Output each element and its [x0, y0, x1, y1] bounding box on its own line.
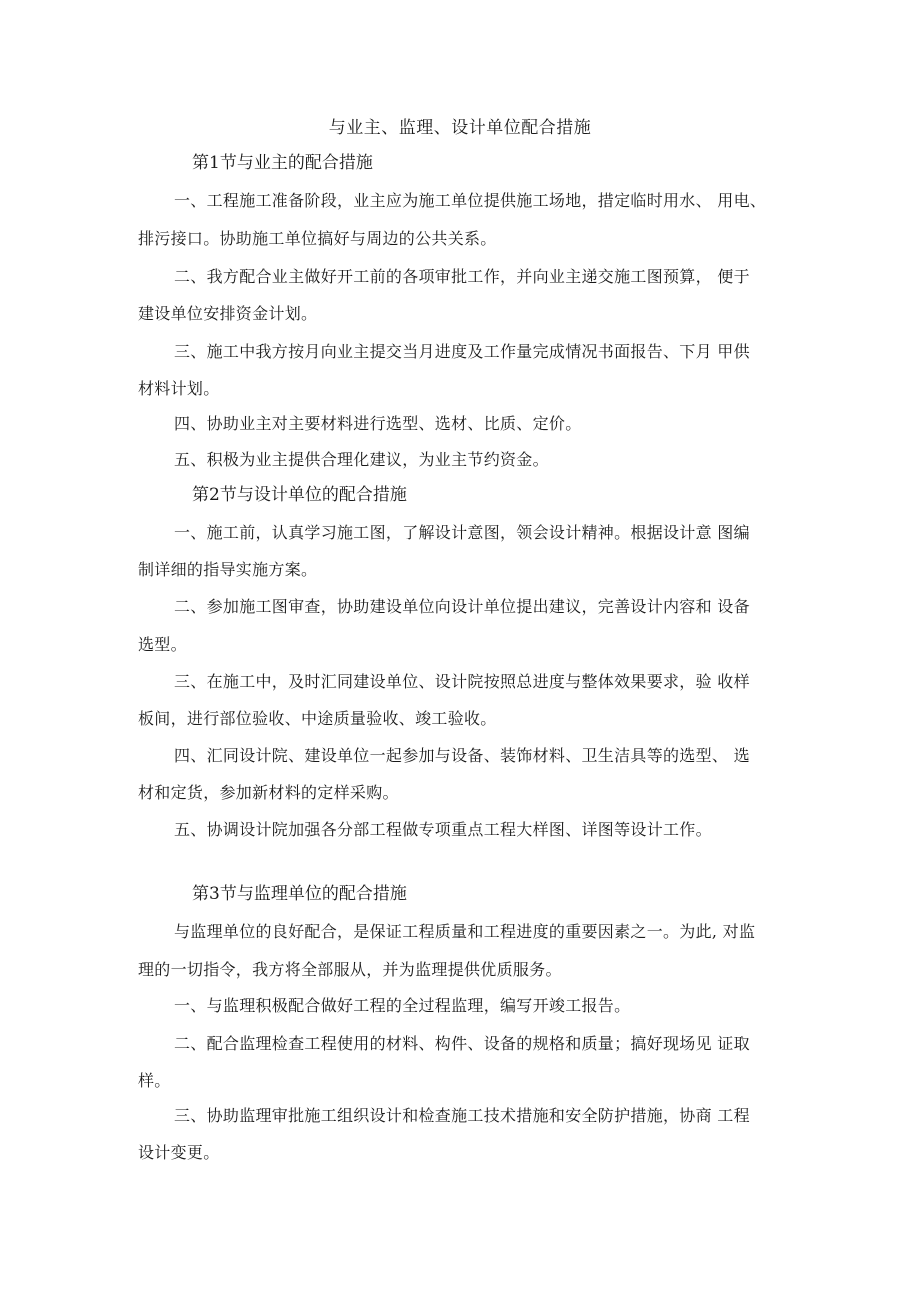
section-1-paragraph-2-line-1: 二、我方配合业主做好开工前的各项审批工作，并向业主递交施工图预算， 便于 [174, 267, 750, 286]
section-3-paragraph-3-line-1: 三、协助监理审批施工组织设计和检查施工技术措施和安全防护措施，协商 工程 [174, 1106, 750, 1125]
section-1-paragraph-3-line-2: 材料计划。 [138, 379, 220, 398]
section-3-intro-line-1: 与监理单位的良好配合，是保证工程质量和工程进度的重要因素之一。为此, 对监 [174, 922, 756, 941]
section-3-paragraph-2-line-1: 二、配合监理检查工程使用的材料、构件、设备的规格和质量；搞好现场见 证取 [174, 1034, 750, 1053]
section-2-paragraph-2-line-1: 二、参加施工图审查，协助建设单位向设计单位提出建议，完善设计内容和 设备 [174, 597, 750, 616]
section-2-paragraph-3-line-1: 三、在施工中，及时汇同建设单位、设计院按照总进度与整体效果要求，验 收样 [174, 672, 750, 691]
section-2-paragraph-5: 五、协调设计院加强各分部工程做专项重点工程大样图、详图等设计工作。 [174, 820, 712, 839]
document-title: 与业主、监理、设计单位配合措施 [328, 118, 592, 138]
section-2-paragraph-3-line-2: 板间，进行部位验收、中途质量验收、竣工验收。 [138, 709, 497, 728]
section-2-heading: 第2节与设计单位的配合措施 [192, 485, 407, 505]
section-3-paragraph-1: 一、与监理积极配合做好工程的全过程监理，编写开竣工报告。 [174, 996, 631, 1015]
section-2-paragraph-2-line-2: 选型。 [138, 635, 187, 654]
section-1-paragraph-1-line-1: 一、工程施工准备阶段，业主应为施工单位提供施工场地，措定临时用水、 用电、 [174, 191, 767, 210]
section-2-paragraph-1-line-2: 制详细的指导实施方案。 [138, 560, 318, 579]
section-3-heading: 第3节与监理单位的配合措施 [192, 884, 407, 904]
section-1-paragraph-4: 四、协助业主对主要材料进行选型、选材、比质、定价。 [174, 414, 582, 433]
section-3-intro-line-2: 理的一切指令，我方将全部服从，并为监理提供优质服务。 [138, 960, 562, 979]
section-3-paragraph-3-line-2: 设计变更。 [138, 1143, 220, 1162]
section-1-heading: 第1节与业主的配合措施 [192, 153, 373, 173]
section-2-paragraph-4-line-1: 四、汇同设计院、建设单位一起参加与设备、装饰材料、卫生洁具等的选型、 选 [174, 746, 750, 765]
section-2-paragraph-4-line-2: 材和定货，参加新材料的定样采购。 [138, 783, 399, 802]
section-1-paragraph-1-line-2: 排污接口。协助施工单位搞好与周边的公共关系。 [138, 229, 497, 248]
section-3-paragraph-2-line-2: 样。 [138, 1071, 171, 1090]
section-1-paragraph-3-line-1: 三、施工中我方按月向业主提交当月进度及工作量完成情况书面报告、下月 甲供 [174, 342, 750, 361]
section-1-paragraph-2-line-2: 建设单位安排资金计划。 [138, 304, 318, 323]
section-1-paragraph-5: 五、积极为业主提供合理化建议，为业主节约资金。 [174, 450, 549, 469]
section-2-paragraph-1-line-1: 一、施工前，认真学习施工图，了解设计意图，领会设计精神。根据设计意 图编 [174, 523, 750, 542]
